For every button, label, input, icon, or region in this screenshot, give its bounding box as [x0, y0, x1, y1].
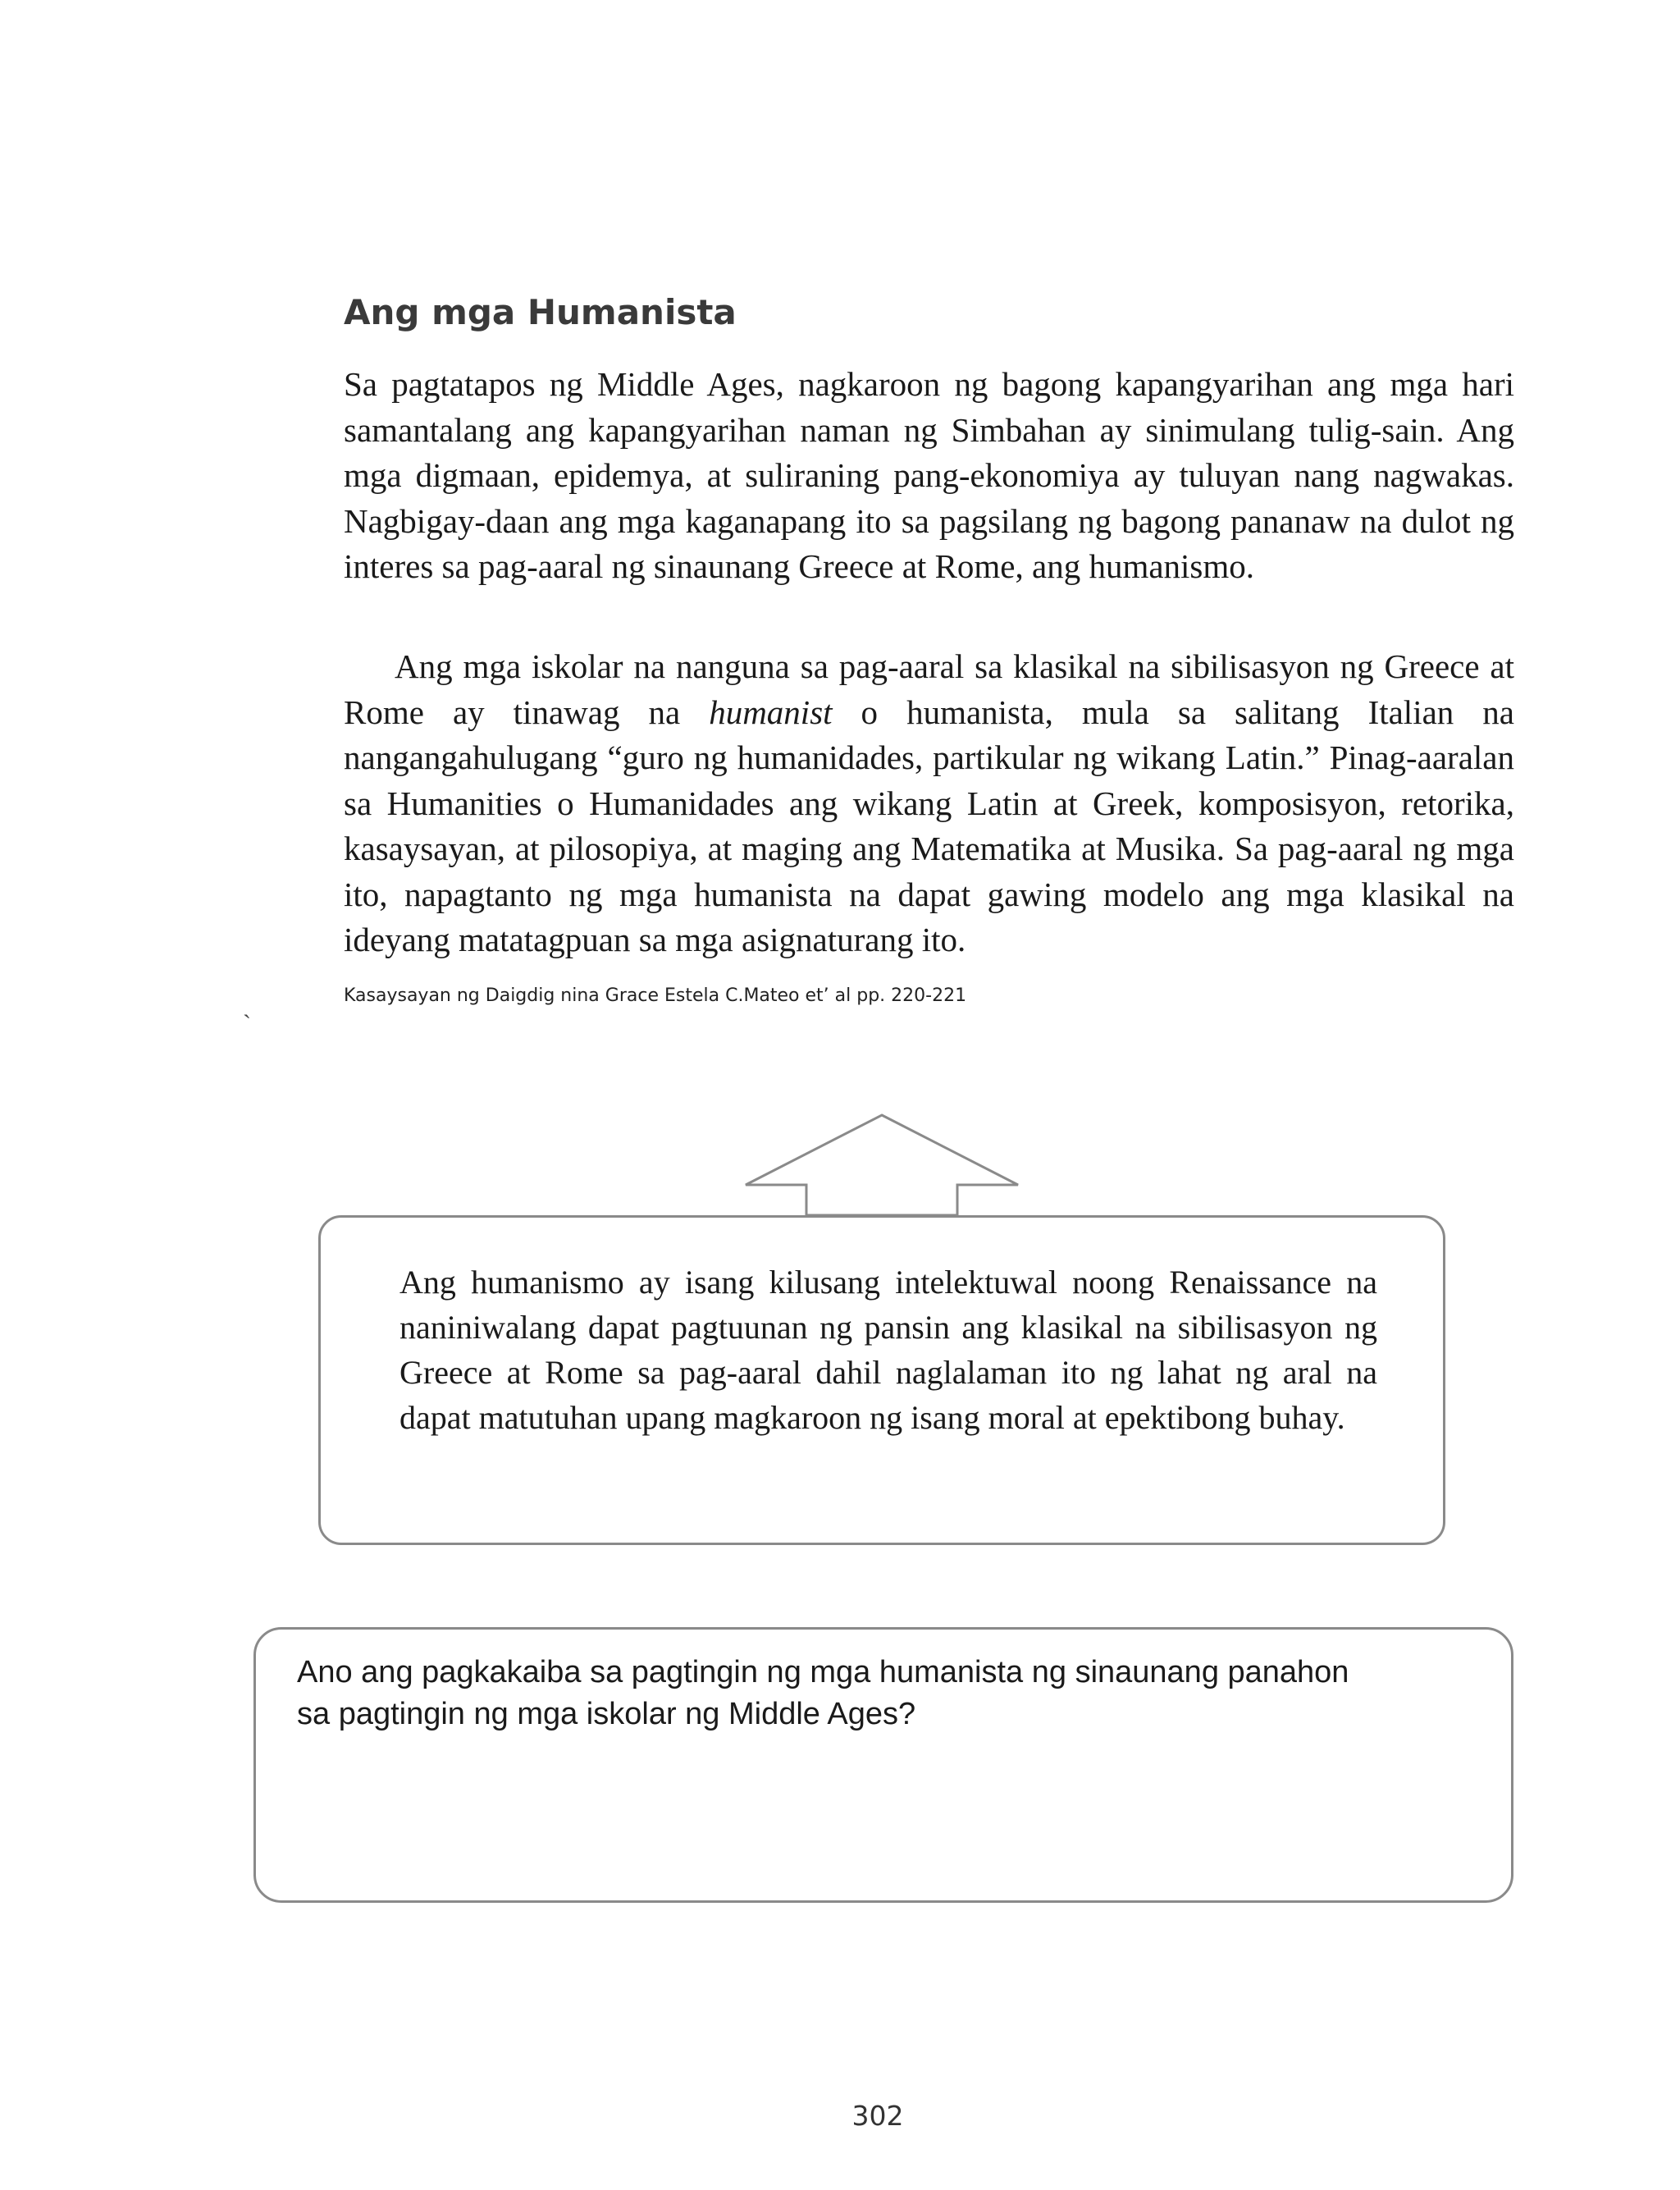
paragraph-2-part-1: Ang mga iskolar na nanguna sa pag-aaral sa klasikal na sibilisasyon ng Greece at Rome ay tinawag na [344, 647, 1514, 731]
section-title: Ang mga Humanista [344, 292, 737, 332]
up-arrow-shape [746, 1115, 1018, 1215]
definition-box [318, 1215, 1445, 1545]
paragraph-2 [344, 644, 1514, 963]
page-number: 302 [851, 2100, 904, 2132]
stray-mark: ` [243, 1010, 251, 1037]
definition-text: Ang humanismo ay isang kilusang intelektuwal noong Renaissance na naniniwalang dapat pagtuunan ng pansin ang klasikal na sibilisasyon ng Greece at Rome sa pag-aaral dahil naglalaman ito ng lahat ng aral na dapat matutuhan upang magkaroon ng isang moral at epektibong buhay. [399, 1264, 1377, 1436]
paragraph-2-italic-term: humanist [709, 693, 833, 731]
paragraph-1: Sa pagtatapos ng Middle Ages, nagkaroon ng bagong kapangyarihan ang mga hari samantalang ang kapangyarihan naman ng Simbahan ay sinimulang tulig-sain. Ang mga digmaan, epidemya, at suliraning pang-ekonomiya ay tuluyan nang nagwakas. Nagbigay-daan ang mga kaganapang ito sa pagsilang ng bagong pananaw na dulot ng interes sa pag-aaral ng sinaunang Greece at Rome, ang humanismo. [344, 365, 1514, 585]
question-text: Ano ang pagkakaiba sa pagtingin ng mga humanista ng sinaunang panahon sa pagtingin ng mga iskolar ng Middle Ages? [297, 1655, 1349, 1731]
question-answer-box[interactable] [253, 1627, 1513, 1903]
source-citation: Kasaysayan ng Daigdig nina Grace Estela C.Mateo et’ al pp. 220-221 [344, 985, 967, 1006]
paragraph-2-part-2: o humanista, mula sa salitang Italian na nangangahulugang “guro ng humanidades, partikular ng wikang Latin.” Pinag-aaralan sa Humanities o Humanidades ang wikang Latin at Greek, komposisyon, retorika, kasaysayan, at pilosopiya, at maging ang Matematika at Musika. Sa pag-aaral ng mga ito, napagtanto ng mga humanista na dapat gawing modelo ang mga klasikal na ideyang matatagpuan sa mga asignaturang ito. [344, 693, 1514, 958]
